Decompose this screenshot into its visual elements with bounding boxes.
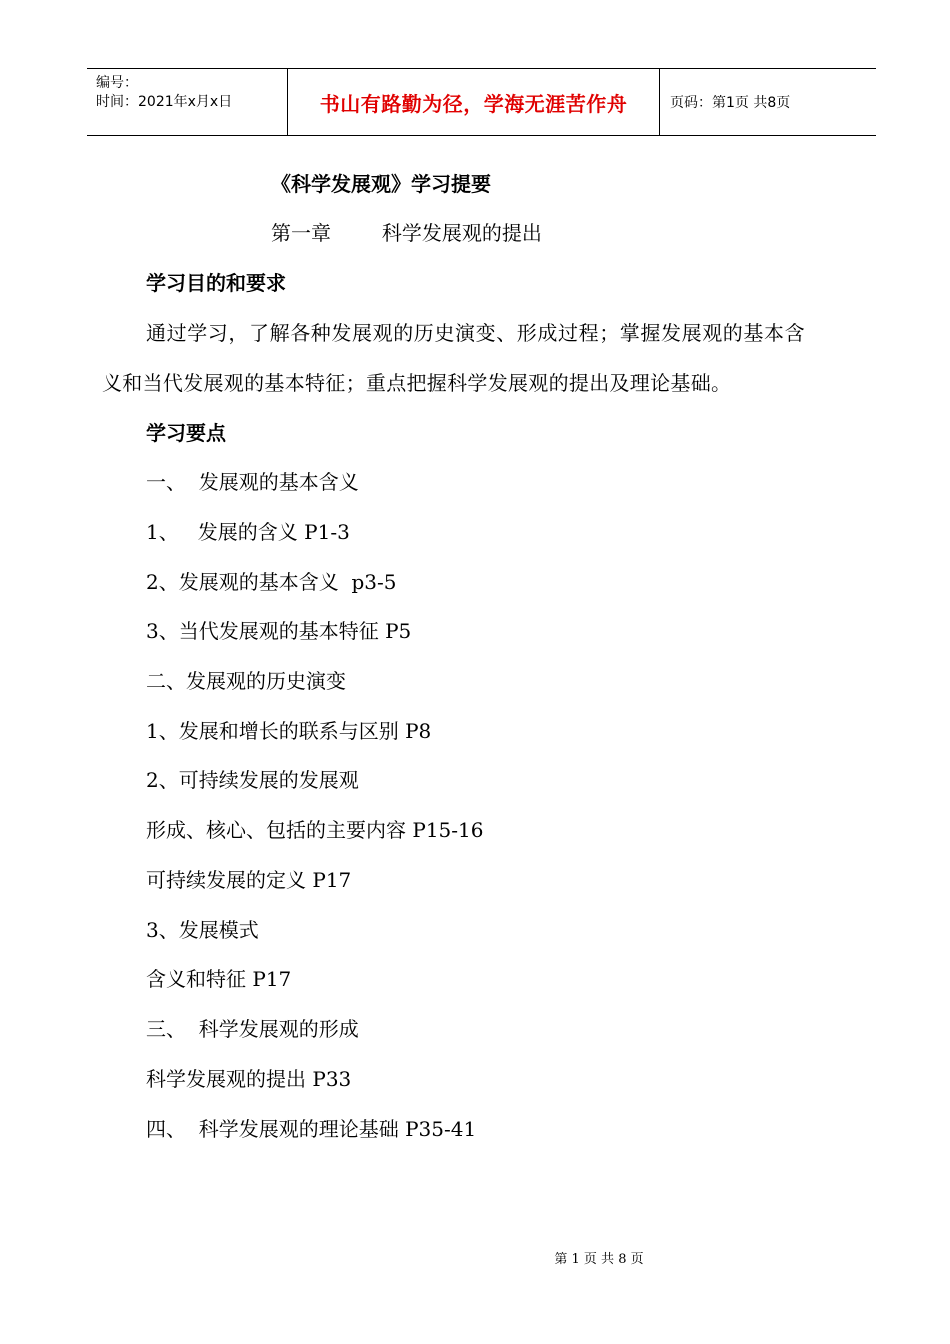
chapter-heading: 第一章 科学发展观的提出: [271, 221, 542, 245]
point-item: 一、 发展观的基本含义: [146, 470, 359, 494]
point-item: 二、发展观的历史演变: [146, 669, 346, 693]
header-motto: 书山有路勤为径，学海无涯苦作舟: [319, 91, 628, 116]
objectives-text-line-1: 通过学习，了解各种发展观的历史演变、形成过程；掌握发展观的基本含: [146, 321, 806, 345]
point-item: 2、发展观的基本含义 p3-5: [146, 570, 397, 594]
point-item: 1、 发展的含义 P1-3: [146, 520, 350, 544]
header-page-info: 页码：第1页 共8页: [670, 95, 791, 111]
document-time-label: 时间：2021年x月x日: [96, 94, 233, 110]
document-title: 《科学发展观》学习提要: [271, 172, 491, 196]
page-header: [87, 68, 876, 136]
point-item: 1、发展和增长的联系与区别 P8: [146, 719, 432, 743]
point-item: 科学发展观的提出 P33: [146, 1067, 352, 1091]
page-footer: [0, 1248, 950, 1267]
point-item: 2、可持续发展的发展观: [146, 768, 359, 792]
header-motto-cell: [288, 69, 660, 135]
objectives-text-line-2: 义和当代发展观的基本特征；重点把握科学发展观的提出及理论基础。: [102, 371, 732, 395]
point-item: 3、发展模式: [146, 918, 259, 942]
footer-page-number: 第 1 页 共 8 页: [554, 1252, 644, 1267]
document-number-label: 编号：: [96, 75, 138, 91]
point-item: 含义和特征 P17: [146, 967, 292, 991]
point-item: 四、 科学发展观的理论基础 P35-41: [146, 1117, 477, 1141]
key-points-heading: 学习要点: [146, 421, 226, 445]
header-page-cell: [660, 69, 876, 135]
objectives-heading: 学习目的和要求: [146, 271, 286, 295]
point-item: 三、 科学发展观的形成: [146, 1017, 359, 1041]
point-item: 形成、核心、包括的主要内容 P15-16: [146, 818, 484, 842]
point-item: 可持续发展的定义 P17: [146, 868, 352, 892]
point-item: 3、当代发展观的基本特征 P5: [146, 619, 412, 643]
header-meta-cell: [87, 69, 288, 135]
